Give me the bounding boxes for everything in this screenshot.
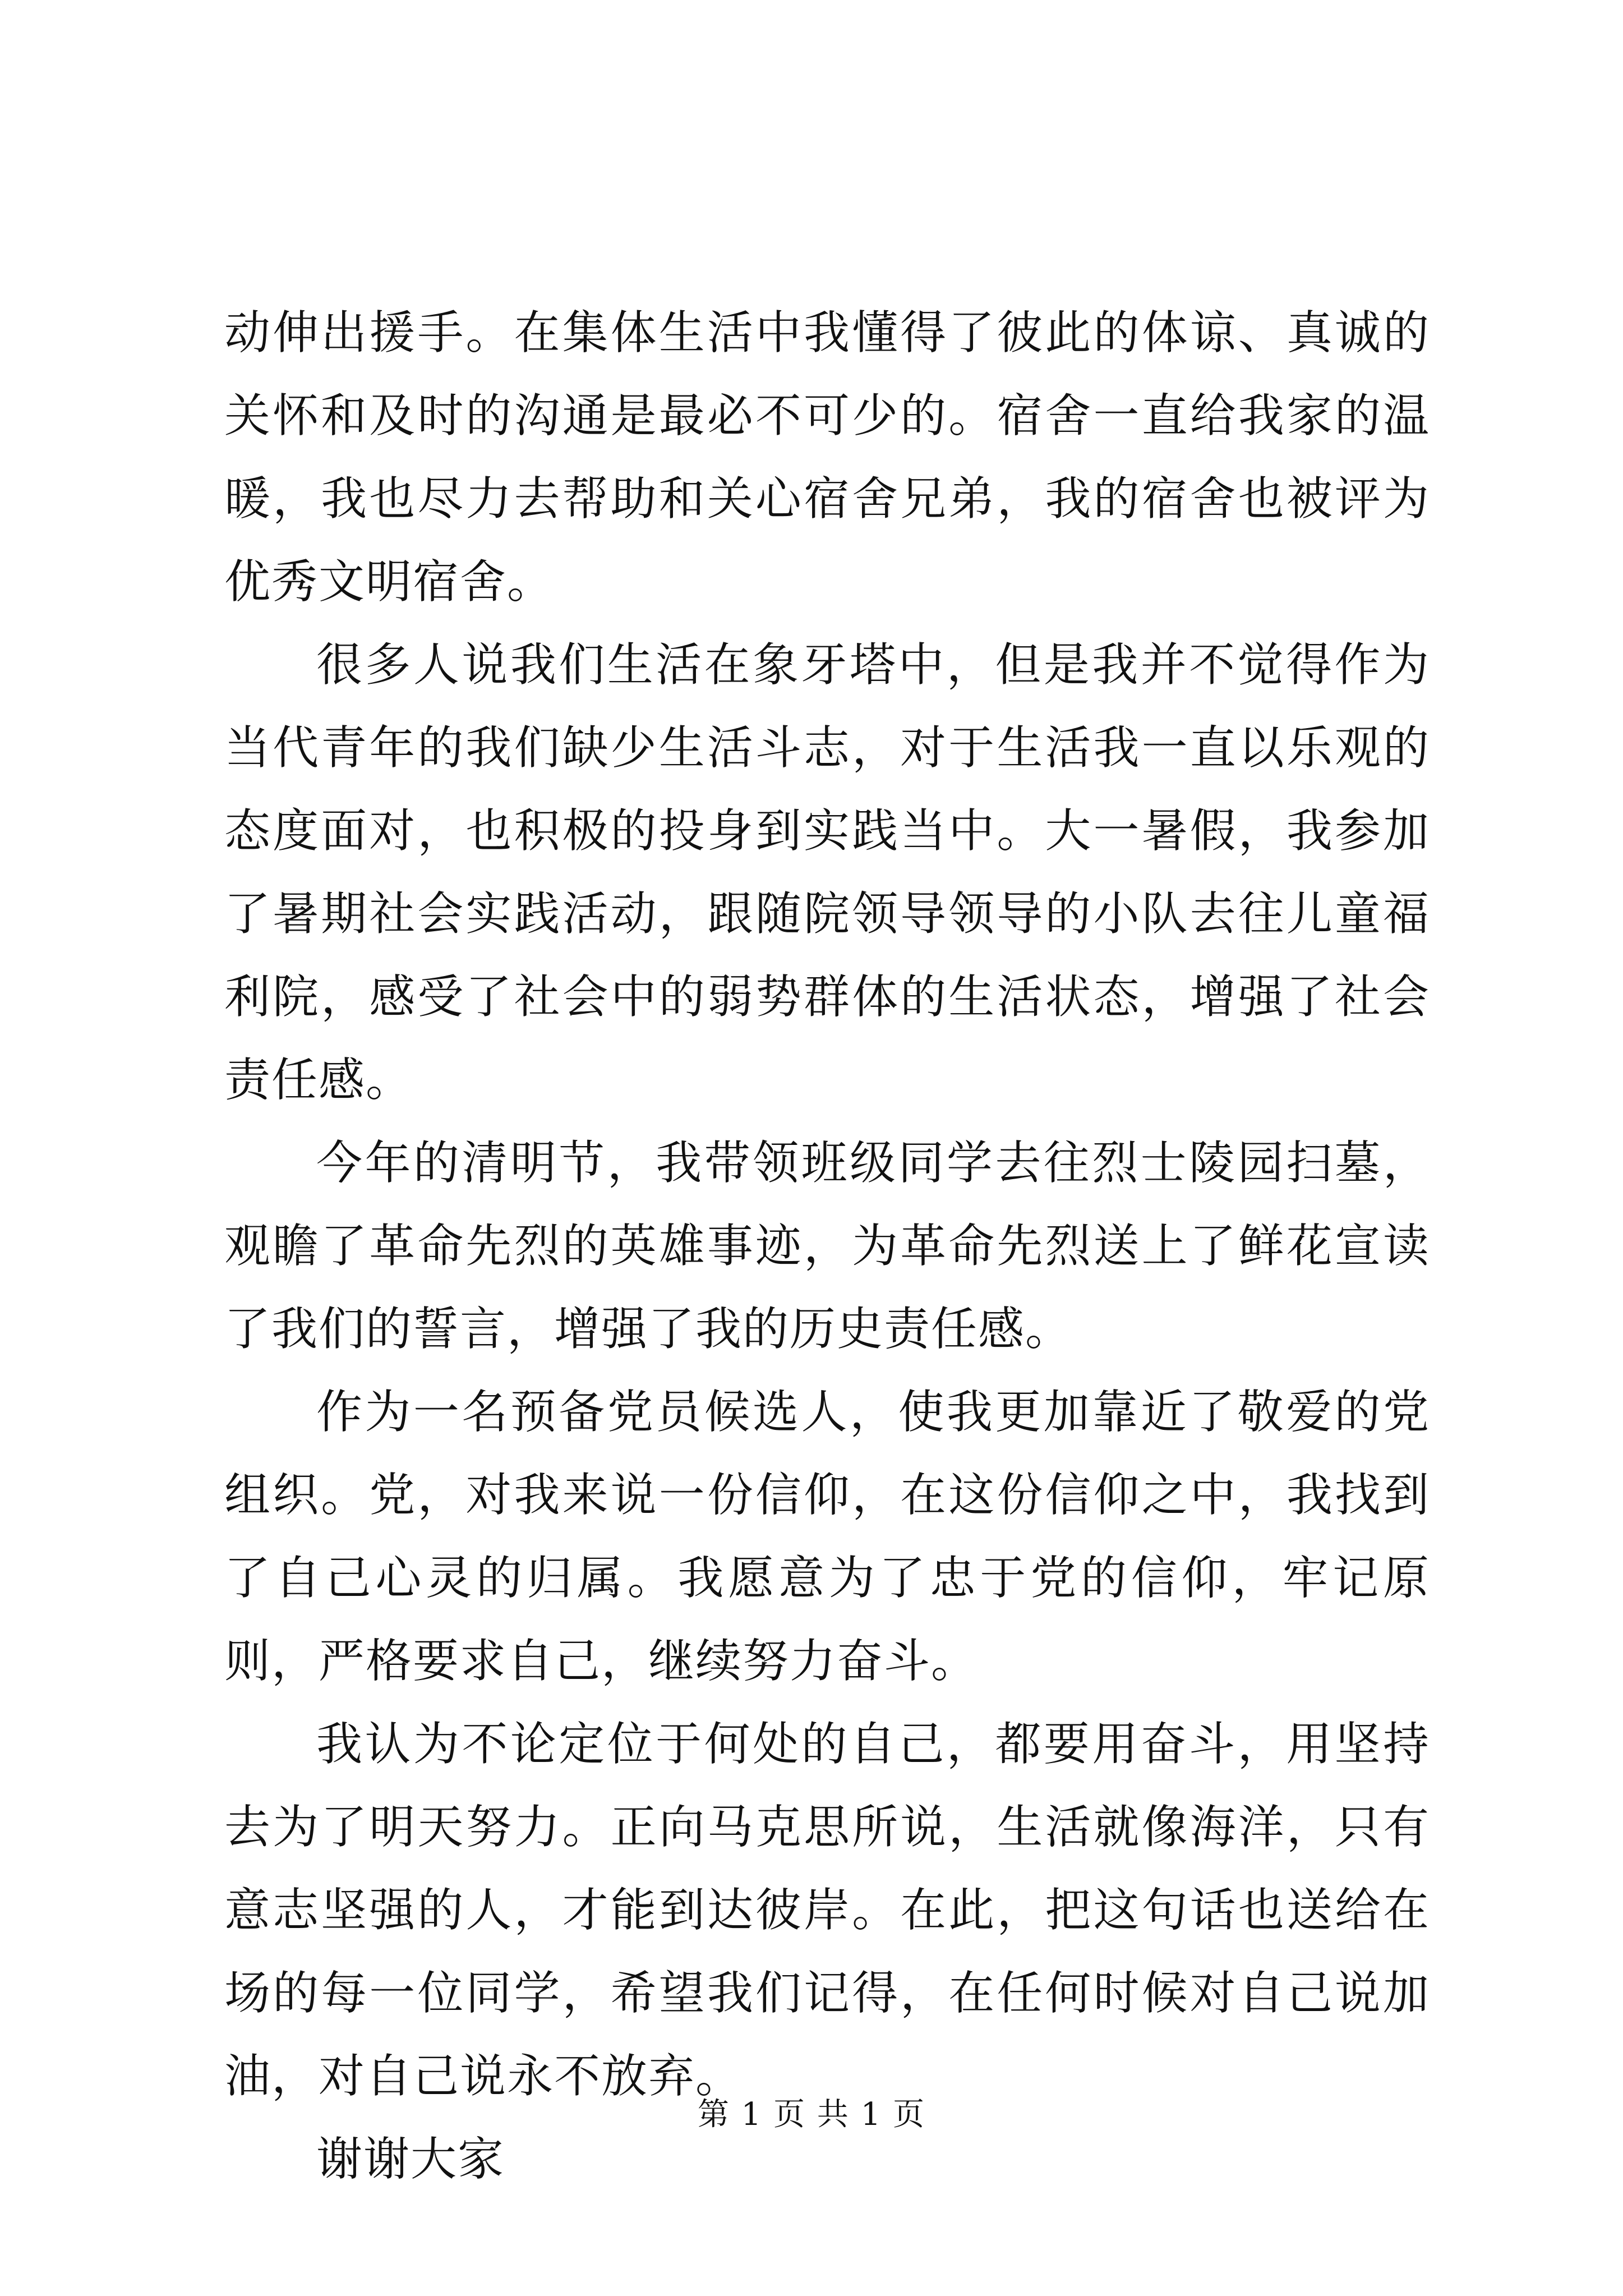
document-body <box>224 292 1430 2201</box>
paragraph-3: 今年的清明节，我带领班级同学去往烈士陵园扫墓，观瞻了革命先烈的英雄事迹，为革命先烈送上了鲜花宣读了我们的誓言，增强了我的历史责任感。 <box>224 1137 1430 1356</box>
page-footer: 第 1 页 共 1 页 <box>697 2096 926 2133</box>
closing-thanks: 谢谢大家 <box>316 2133 505 2186</box>
paragraph-1: 动伸出援手。在集体生活中我懂得了彼此的体谅、真诚的关怀和及时的沟通是最必不可少的。宿舍一直给我家的温暖，我也尽力去帮助和关心宿舍兄弟，我的宿舍也被评为优秀文明宿舍。 <box>224 306 1430 609</box>
paragraph-2: 很多人说我们生活在象牙塔中，但是我并不觉得作为当代青年的我们缺少生活斗志，对于生活我一直以乐观的态度面对，也积极的投身到实践当中。大一暑假，我参加了暑期社会实践活动，跟随院领导领导的小队去往儿童福利院，感受了社会中的弱势群体的生活状态，增强了社会责任感。 <box>224 638 1430 1107</box>
paragraph-4: 作为一名预备党员候选人，使我更加靠近了敬爱的党组织。党，对我来说一份信仰，在这份信仰之中，我找到了自己心灵的归属。我愿意为了忠于党的信仰，牢记原则，严格要求自己，继续努力奋斗。 <box>224 1386 1430 1688</box>
paragraph-5: 我认为不论定位于何处的自己，都要用奋斗，用坚持去为了明天努力。正向马克思所说，生活就像海洋，只有意志坚强的人，才能到达彼岸。在此，把这句话也送给在场的每一位同学，希望我们记得，在任何时候对自己说加油，对自己说永不放弃。 <box>224 1718 1430 2103</box>
